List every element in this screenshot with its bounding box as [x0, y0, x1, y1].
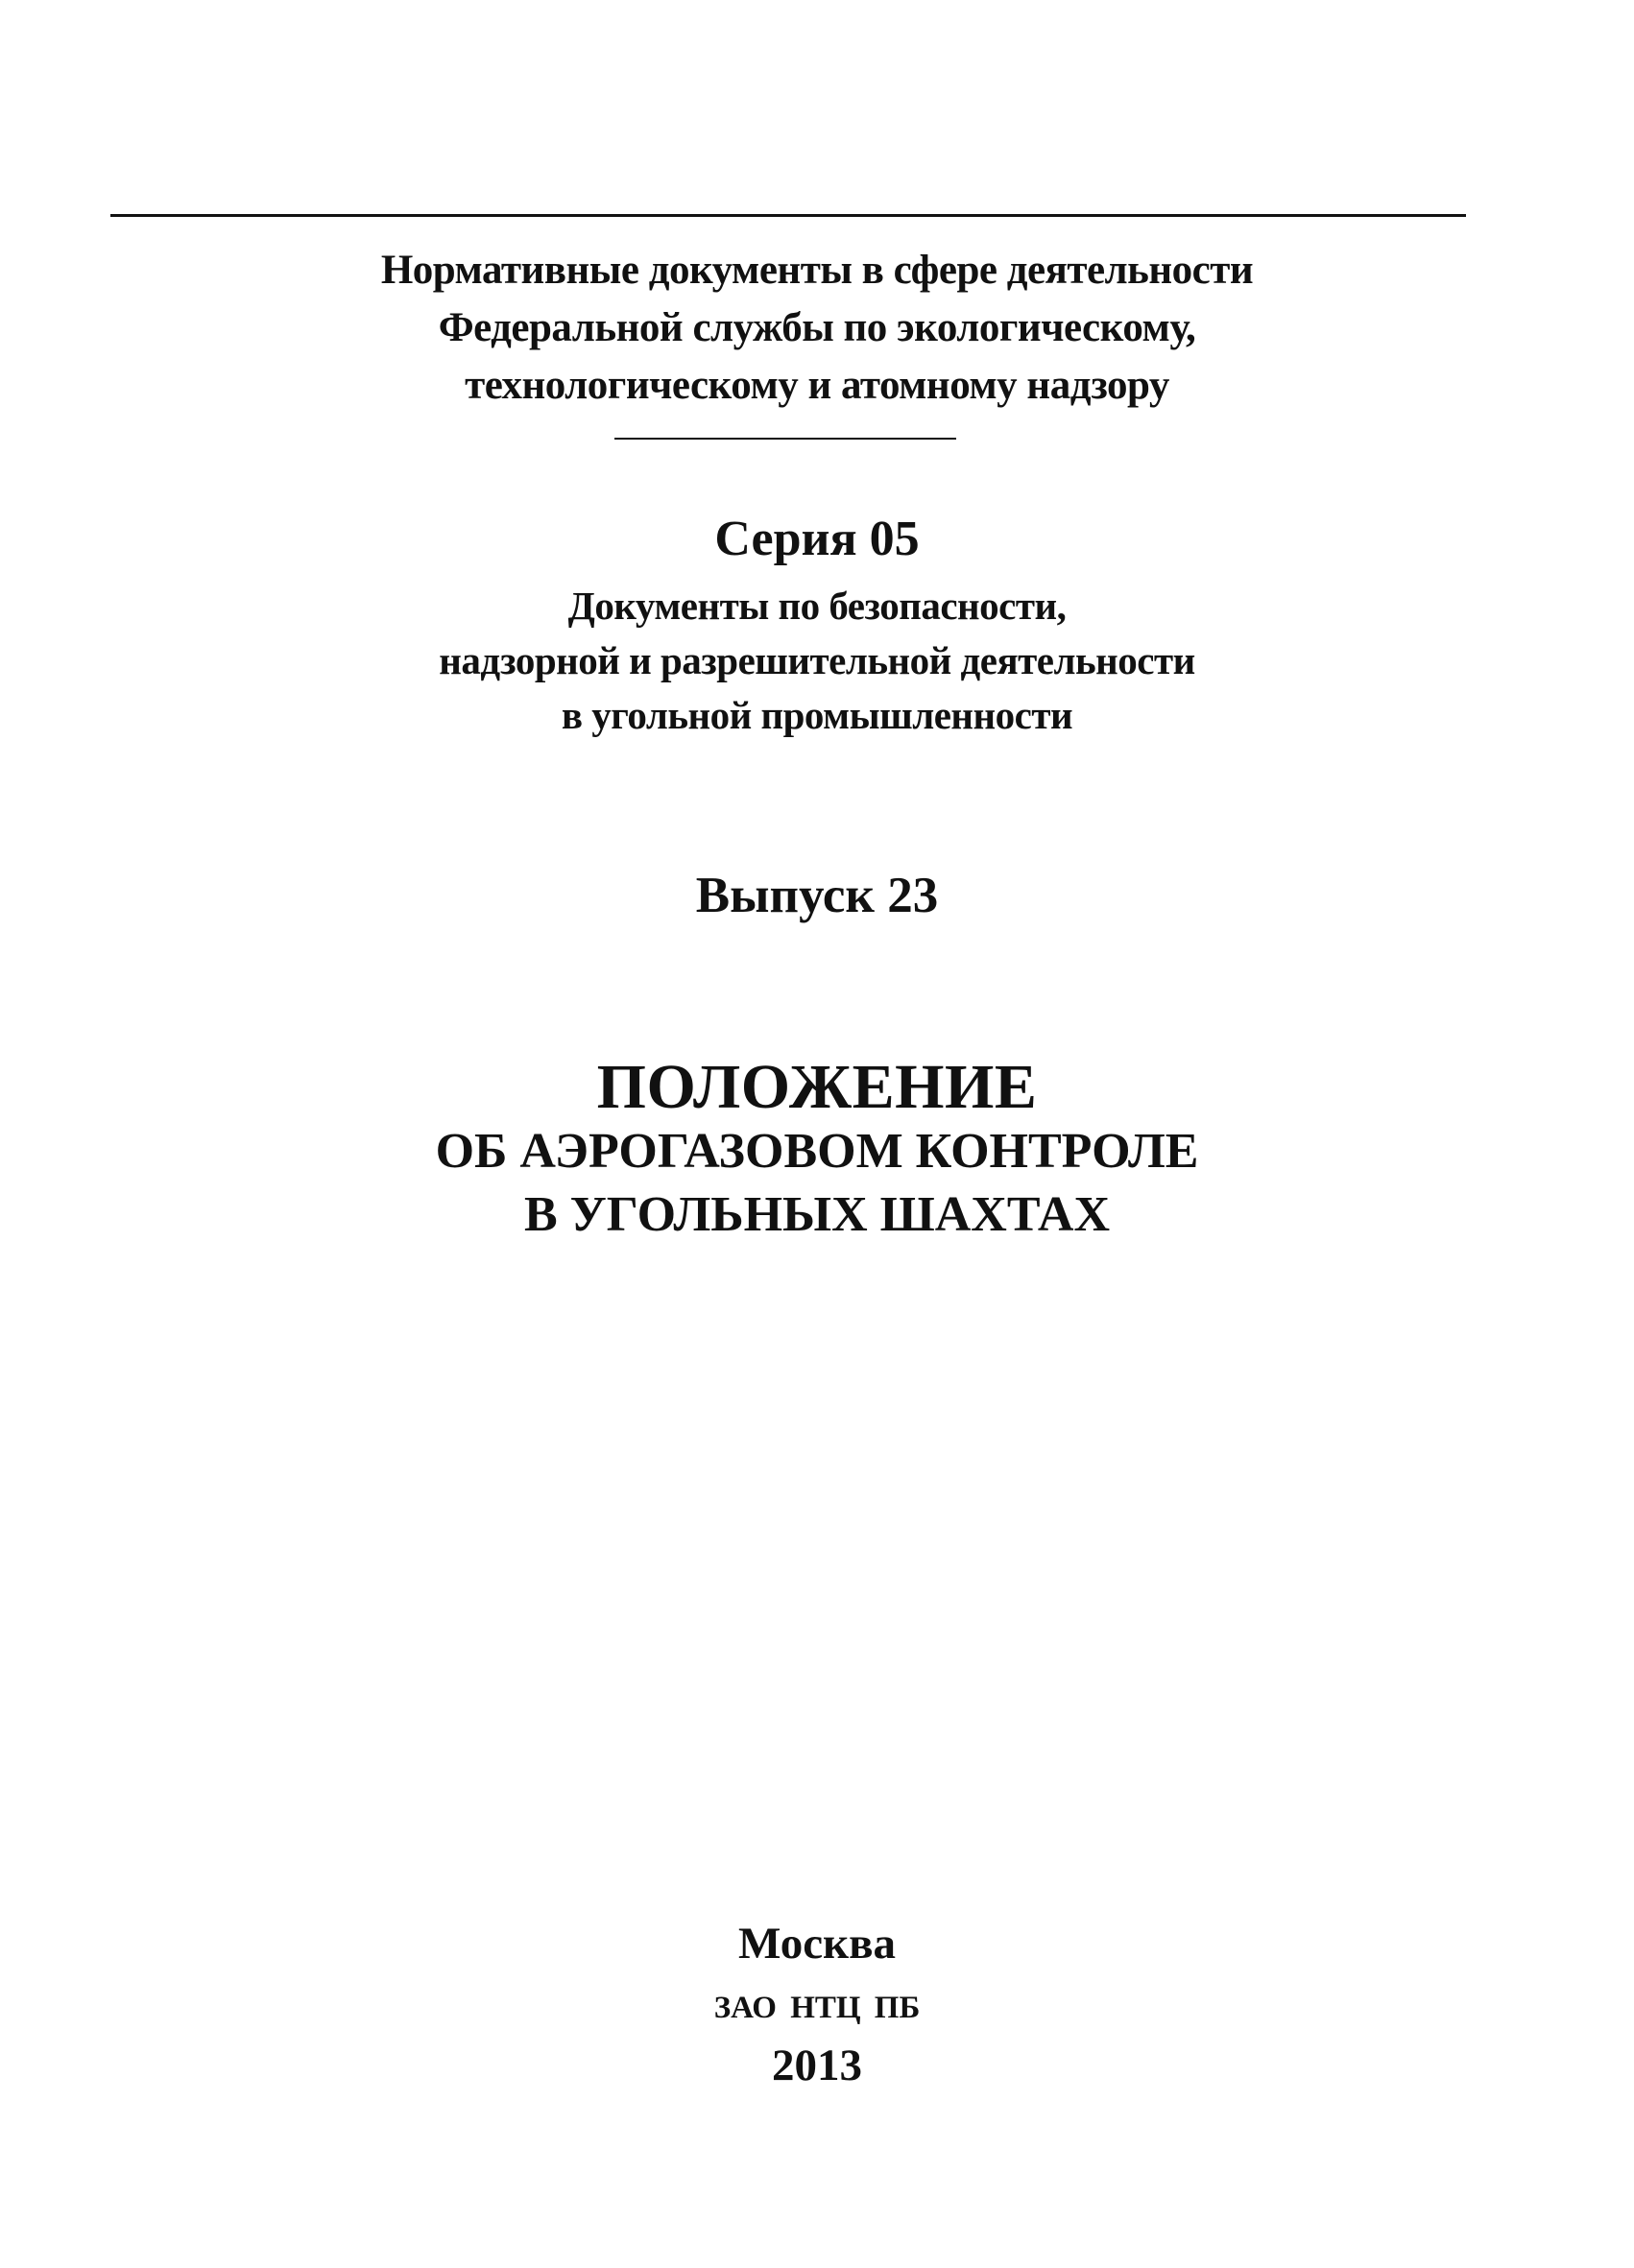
heading-line-1: Нормативные документы в сфере деятельности: [380, 248, 1254, 293]
heading-line-2: Федеральной службы по экологическому,: [438, 305, 1196, 350]
heading-divider: [614, 438, 956, 440]
subtitle-line-2: В УГОЛЬНЫХ ШАХТАХ: [523, 1187, 1111, 1242]
series-line-3: в угольной промышленности: [561, 693, 1073, 737]
imprint-city: Москва: [737, 1919, 897, 1969]
imprint-publisher: ЗАО НТЦ ПБ: [713, 1991, 921, 2025]
document-title: ПОЛОЖЕНИЕ: [596, 1052, 1038, 1122]
issuing-body-heading: [0, 242, 1634, 415]
issue-number: Выпуск 23: [695, 868, 939, 923]
document-subtitle: [0, 1120, 1634, 1247]
series-line-2: надзорной и разрешительной деятельности: [439, 638, 1195, 682]
series-line-1: Документы по безопасности,: [567, 584, 1067, 628]
imprint-year: 2013: [772, 2041, 862, 2090]
subtitle-line-1: ОБ АЭРОГАЗОВОМ КОНТРОЛЕ: [435, 1124, 1199, 1179]
series-description: [0, 579, 1634, 743]
top-divider: [110, 214, 1466, 217]
series-title: Серия 05: [714, 512, 920, 566]
heading-line-3: технологическому и атомному надзору: [465, 363, 1169, 408]
